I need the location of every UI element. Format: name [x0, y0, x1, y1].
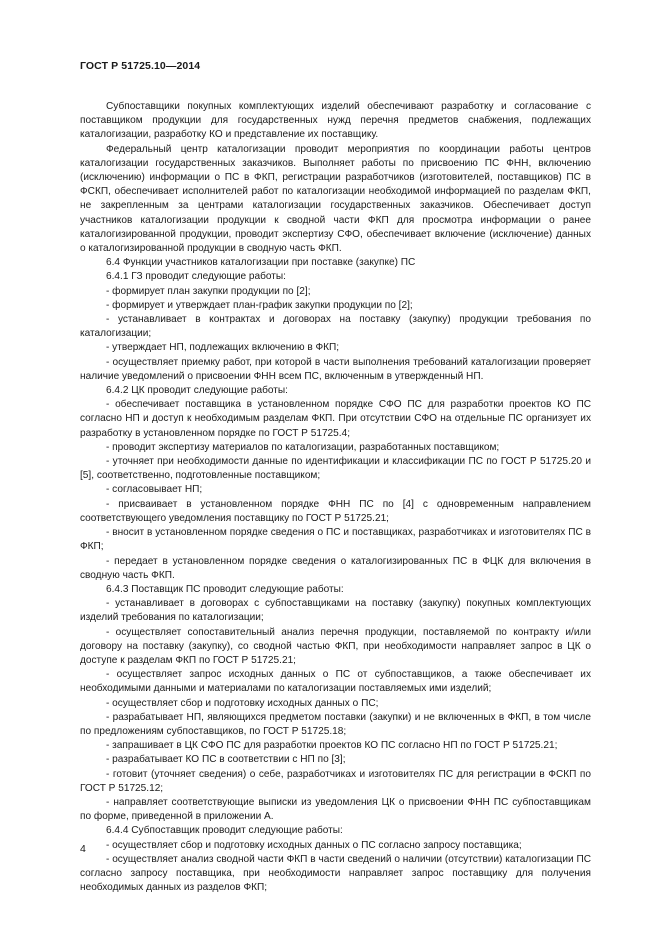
paragraph: - осуществляет запрос исходных данных о ПС от субпоставщиков, а также обеспечивает их необходимыми данными и материалами по каталогизации поставляемых ими изделий;: [80, 669, 591, 695]
paragraph: - формирует и утверждает план-график закупки продукции по [2];: [106, 299, 413, 311]
paragraph: 6.4.3 Поставщик ПС проводит следующие работы:: [106, 583, 344, 595]
paragraph: - разрабатывает НП, являющихся предметом поставки (закупки) и не включенных в ФКП, в том числе по предложениям субпоставщиков, по ГОСТ Р 51725.18;: [80, 711, 591, 737]
paragraph: - уточняет при необходимости данные по идентификации и классификации ПС по ГОСТ Р 51725.20 и [5], соответственно, подготовленные поставщиком;: [80, 456, 591, 482]
paragraph: - формирует план закупки продукции по [2];: [106, 285, 311, 297]
paragraph: - проводит экспертизу материалов по каталогизации, разработанных поставщиком;: [106, 441, 500, 453]
paragraph: - осуществляет анализ сводной части ФКП в части сведений о наличии (отсутствии) каталогизации ПС согласно запросу поставщика, при необходимости направляет запрос поставщику для получения необходимых данных из разделов ФКП;: [80, 853, 591, 894]
paragraph: - утверждает НП, подлежащих включению в ФКП;: [106, 342, 340, 354]
paragraph: - готовит (уточняет сведения) о себе, разработчиках и изготовителях ПС для регистрации в ФСКП по ГОСТ Р 51725.12;: [80, 768, 591, 794]
paragraph: 6.4 Функции участников каталогизации при поставке (закупке) ПС: [106, 257, 416, 269]
paragraph: - запрашивает в ЦК СФО ПС для разработки проектов КО ПС согласно НП по ГОСТ Р 51725.21;: [106, 740, 558, 752]
paragraph: - согласовывает НП;: [106, 484, 203, 496]
page-number: 4: [80, 843, 86, 855]
paragraph: - присваивает в установленном порядке ФНН ПС по [4] с одновременным направлением соответствующего уведомления поставщику по ГОСТ Р 51725.21;: [80, 498, 591, 524]
paragraph: Субпоставщики покупных комплектующих изделий обеспечивают разработку и согласование с поставщиком продукции для государственных нужд перечня предметов снабжения, подлежащих каталогизации, разработку КО и представление их поставщику.: [80, 101, 591, 141]
page-header-standard-number: ГОСТ Р 51725.10—2014: [80, 60, 201, 72]
paragraph: 6.4.1 ГЗ проводит следующие работы:: [106, 271, 286, 283]
paragraph: - направляет соответствующие выписки из уведомления ЦК о присвоении ФНН ПС субпоставщикам по форме, приведенной в приложении А.: [80, 796, 591, 823]
paragraph: - устанавливает в договорах с субпоставщиками на поставку (закупку) покупных комплектующих изделий требования по каталогизации;: [80, 598, 591, 624]
paragraph: - осуществляет сопоставительный анализ перечня продукции, поставляемой по контракту и/или договору на поставку (закупку), со сводной частью ФКП, при необходимости направляет запрос в ЦК о доступе к разделам ФКП по ГОСТ Р 51725.21;: [80, 626, 591, 666]
paragraph: - осуществляет сбор и подготовку исходных данных о ПС согласно запросу поставщика;: [106, 839, 522, 851]
paragraph: - устанавливает в контрактах и договорах на поставку (закупку) продукции требования по каталогизации;: [80, 314, 591, 340]
paragraph: - обеспечивает поставщика в установленном порядке СФО ПС для разработки проектов КО ПС согласно НП и доступ к необходимым разделам ФКП. При отсутствии СФО на отдельные ПС организует их разработку в установленном порядке по ГОСТ Р 51725.4;: [80, 399, 591, 439]
paragraph: - осуществляет приемку работ, при которой в части выполнения требований каталогизации проверяет наличие уведомлений о присвоении ФНН всем ПС, включенным в утвержденный НП.: [80, 356, 591, 382]
paragraph: 6.4.4 Субпоставщик проводит следующие работы:: [106, 825, 343, 837]
paragraph: - осуществляет сбор и подготовку исходных данных о ПС;: [106, 697, 379, 709]
paragraph: 6.4.2 ЦК проводит следующие работы:: [106, 385, 288, 397]
paragraph: - вносит в установленном порядке сведения о ПС и поставщиках, разработчиках и изготовителях ПС в ФКП;: [80, 527, 591, 553]
paragraph: - разрабатывает КО ПС в соответствии с НП по [3];: [106, 754, 346, 766]
body-text: [80, 100, 591, 895]
paragraph: - передает в установленном порядке сведения о каталогизированных ПС в ФЦК для включения в сводную часть ФКП.: [80, 555, 591, 581]
paragraph: Федеральный центр каталогизации проводит мероприятия по координации работы центров каталогизации государственных заказчиков. Выполняет работы по присвоению ПС ФНН, включению (исключению) информации о ПС в ФКП, регистрации разработчиков (изготовителей, поставщиков) ПС в ФСКП, обеспечивает исполнителей работ по каталогизации необходимой информацией по разделам ФКП, не закрепленным за центрами каталогизации государственных заказчиков. Обеспечивает доступ участников каталогизации продукции к сводной части ФКП для просмотра информации о ранее каталогизированной продукции, проводит экспертизу СФО, обеспечивает включение (исключение) данных о каталогизированной продукции в сводную часть ФКП.: [80, 143, 591, 255]
